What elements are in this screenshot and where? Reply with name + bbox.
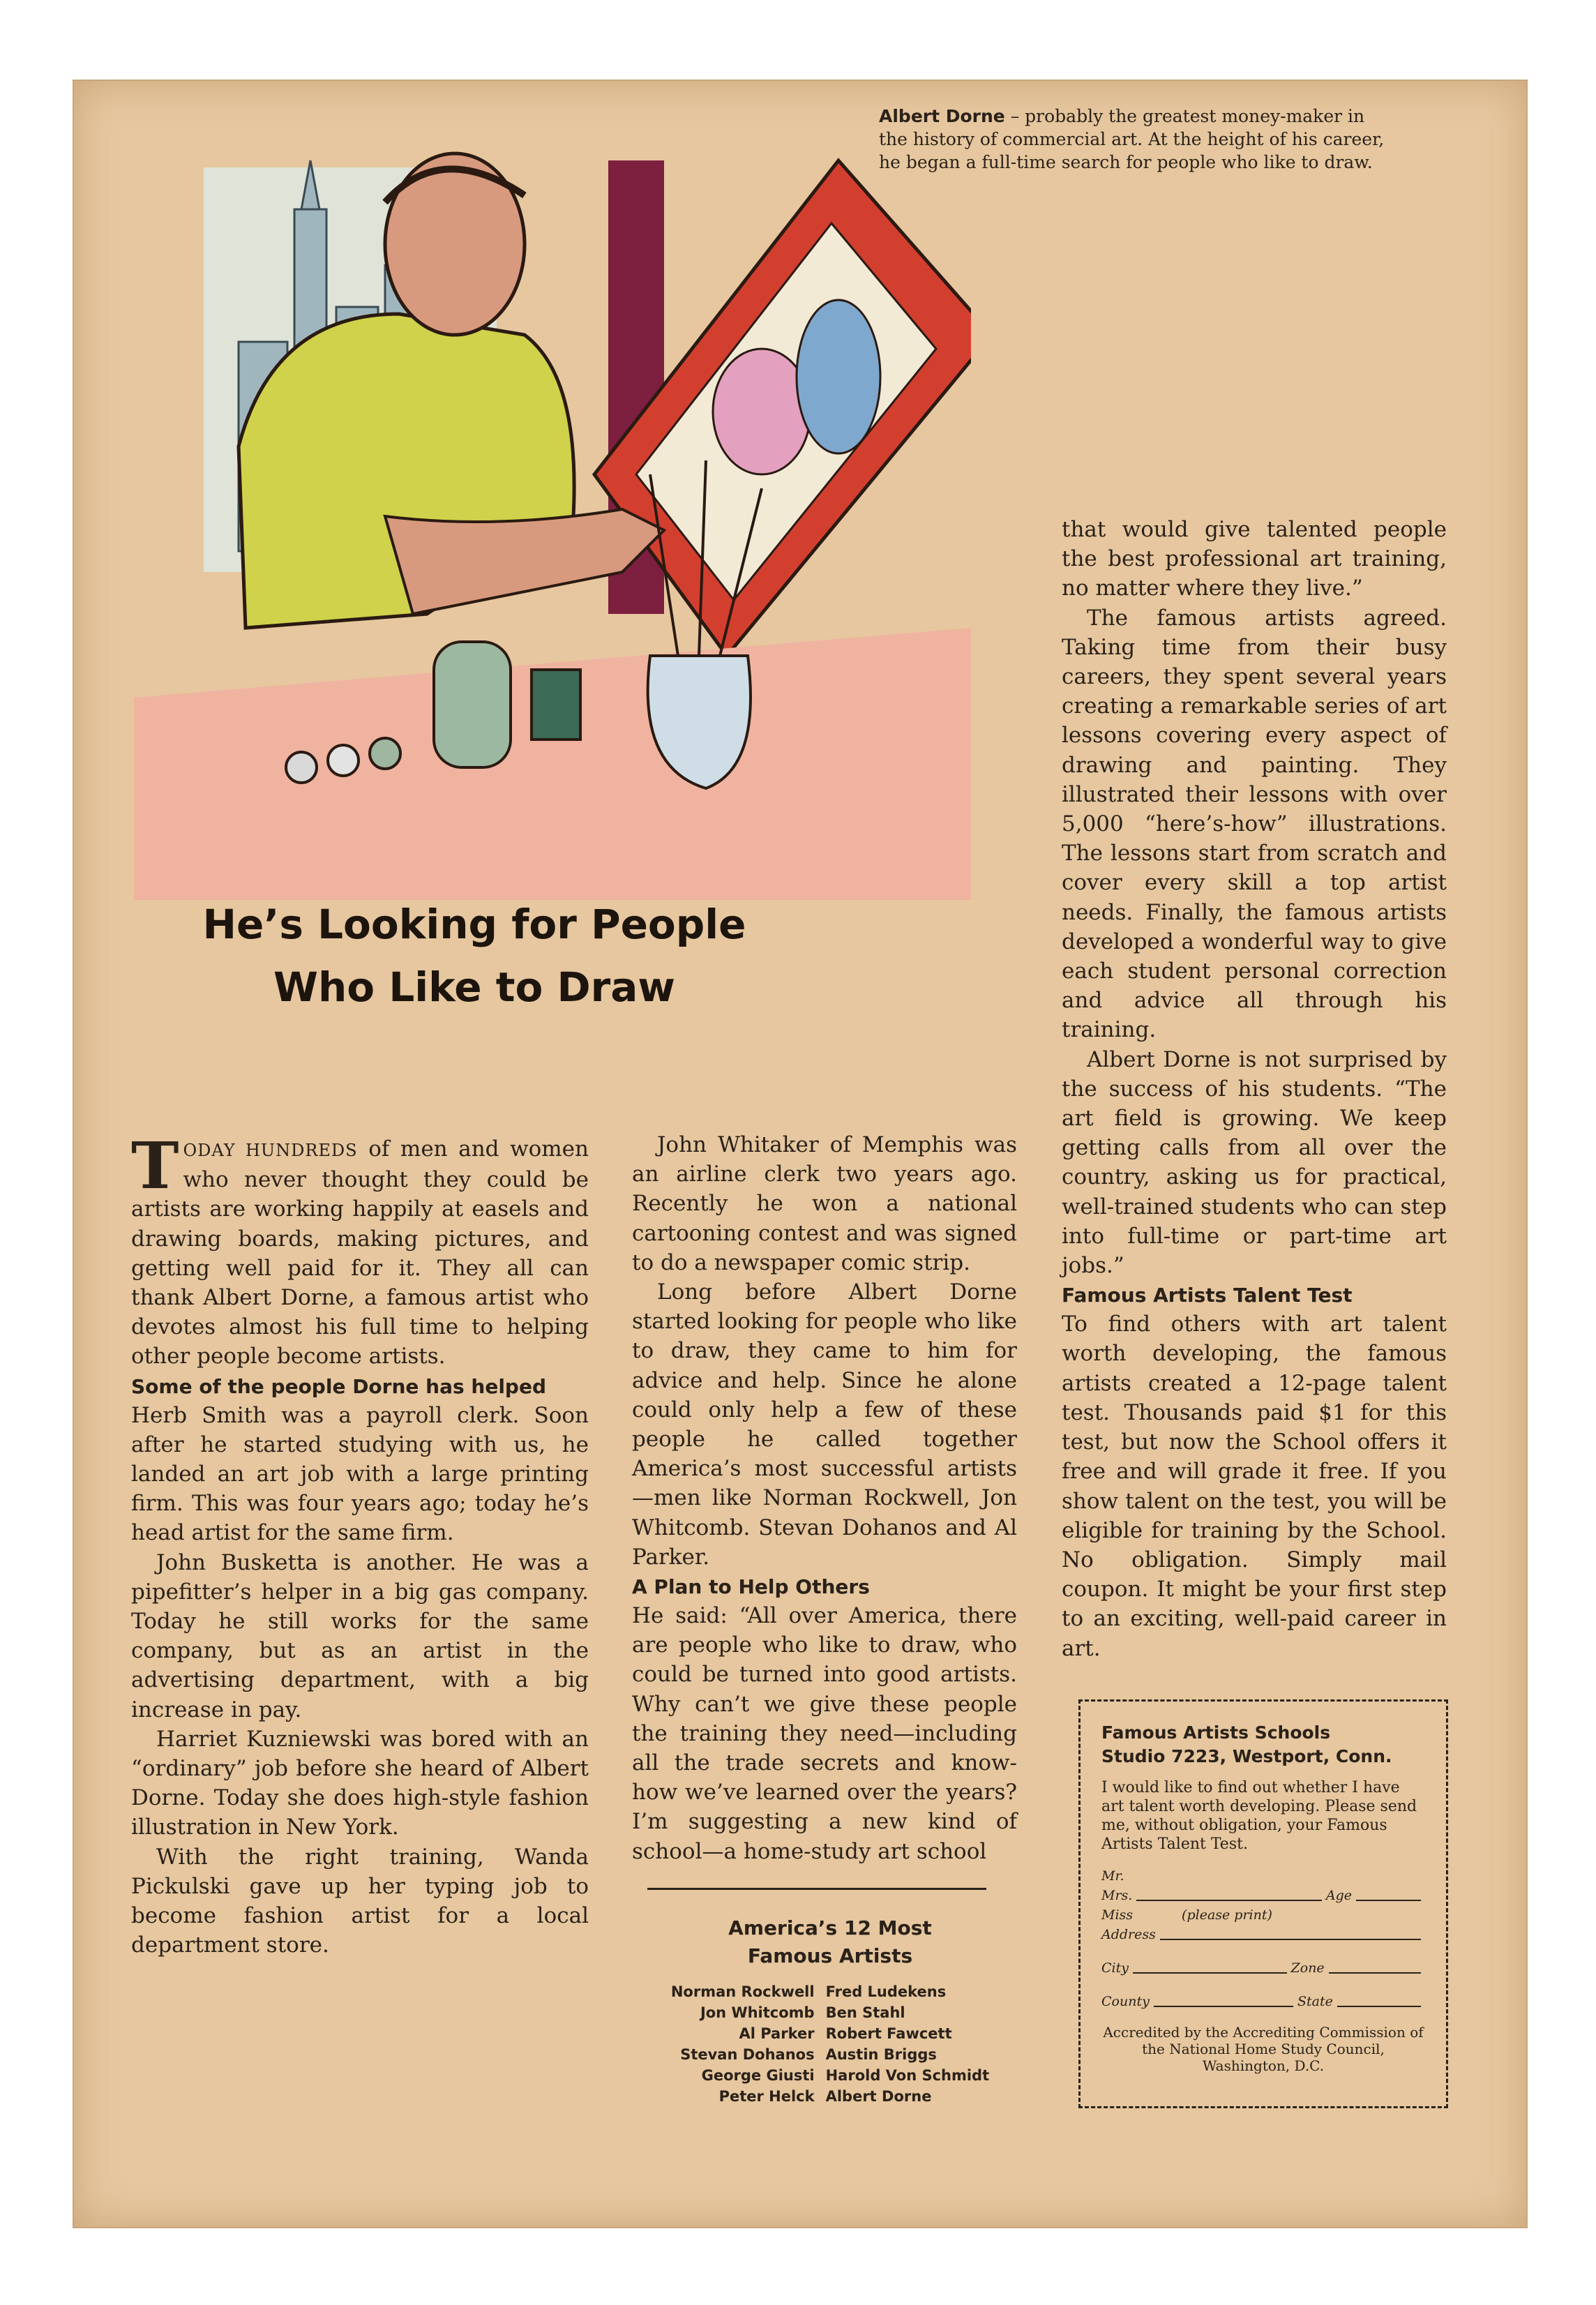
city-zone-field[interactable]	[1101, 1958, 1425, 1978]
paragraph-john-whitaker: John Whitaker of Memphis was an airline clerk two years ago. Recently he won a national cartooning contest and was signed to do a newspaper comic strip.	[632, 1132, 1017, 1275]
paragraph-long-before: Long before Albert Dorne started looking for people who like to draw, they came to him for advice and help. Since he alone could only help a few of these people he called together America’s most successful artists—men like Norman Rockwell, Jon Whitcomb. Stevan Dohanos and Al Parker.	[632, 1279, 1017, 1570]
small-caps-lead: ODAY HUNDREDS	[183, 1141, 358, 1160]
city-label: City	[1101, 1960, 1129, 1976]
artist-name: Fred Ludekens	[825, 1983, 947, 2000]
paragraph-talent-test: To find others with art talent worth developing, the famous artists created a 12-page talent test. Thousands paid $1 for this test, but now the School offers it free and will grade it free. If you show talent on the test, you will be eligible for training by the School. No obligation. Simply mail coupon. It might be your first step to an exciting, well-paid career in art.	[1062, 1312, 1447, 1661]
artist-name: Austin Briggs	[825, 2046, 937, 2063]
artist-name: Norman Rockwell	[670, 1983, 815, 2000]
artist-row	[665, 2002, 995, 2023]
artist-row	[665, 2023, 995, 2044]
headline-line-2: Who Like to Draw	[273, 963, 675, 1011]
miss-field[interactable]	[1101, 1905, 1425, 1925]
state-label: State	[1297, 1994, 1333, 2009]
artist-name: Robert Fawcett	[825, 2025, 952, 2042]
artist-name: Jon Whitcomb	[700, 2004, 815, 2021]
famous-artists-box	[628, 1914, 1032, 2107]
divider-rule	[647, 1888, 986, 1890]
column-2	[632, 1130, 1017, 1866]
paragraph-herb-smith: Herb Smith was a payroll clerk. Soon after he started studying with us, he landed an art job with a large printing firm. This was four years ago; today he’s head artist for the same firm.	[131, 1402, 589, 1546]
artist-name: George Giusti	[701, 2067, 815, 2084]
subheading-people-helped: Some of the people Dorne has helped	[131, 1374, 546, 1398]
artists-list	[665, 1981, 995, 2107]
column-1	[131, 1128, 589, 1960]
mr-label: Mr.	[1101, 1868, 1124, 1884]
artist-name: Peter Helck	[718, 2088, 815, 2105]
artist-name: Ben Stahl	[825, 2004, 905, 2021]
coupon-school: Famous Artists Schools	[1101, 1722, 1331, 1743]
paragraph-john-busketta: John Busketta is another. He was a pipefitter’s helper in a big gas company. Today he still works for the same company, but as an artist in the advertising department, with a big increase in pay.	[131, 1549, 589, 1722]
coupon-body: I would like to find out whether I have art talent worth developing. Please send me, without obligation, your Famous Artists Talent Test.	[1101, 1779, 1417, 1853]
artist-name: Albert Dorne	[825, 2088, 932, 2105]
accreditation-note: Accredited by the Accrediting Commission of the National Home Study Council, Washington, D.C.	[1103, 2024, 1424, 2074]
artist-name: Al Parker	[739, 2025, 815, 2042]
coupon-studio: Studio 7223, Westport, Conn.	[1101, 1746, 1392, 1766]
artists-title-1: America’s 12 Most	[728, 1916, 932, 1939]
headline	[167, 893, 781, 1019]
artist-row	[665, 1981, 995, 2002]
address-field[interactable]	[1101, 1925, 1425, 1944]
address-label: Address	[1101, 1927, 1156, 1942]
drop-cap: T	[131, 1128, 179, 1203]
artist-row	[665, 2086, 995, 2107]
subheading-talent-test: Famous Artists Talent Test	[1062, 1284, 1353, 1307]
artist-row	[665, 2044, 995, 2065]
caption-name: Albert Dorne	[879, 106, 1005, 126]
mail-coupon[interactable]	[1078, 1699, 1448, 2108]
mrs-age-field[interactable]	[1101, 1886, 1425, 1905]
intro-paragraph	[131, 1128, 589, 1372]
paragraph-artists-agreed: The famous artists agreed. Taking time from their busy careers, they spent several years creating a remarkable series of art lessons covering every aspect of drawing and painting. They illustrated their lessons with over 5,000 “here’s-how” illustrations. The lessons start from scratch and cover every skill a top artist needs. Finally, the famous artists developed a wonderful way to give each student personal correction and advice all through his training.	[1062, 605, 1447, 1043]
artist-name: Stevan Dohanos	[680, 2046, 815, 2063]
paragraph-continuation: that would give talented people the best professional art training, no matter where they live.”	[1062, 517, 1447, 601]
headline-line-1: He’s Looking for People	[202, 901, 746, 948]
mr-field[interactable]	[1101, 1866, 1425, 1886]
county-state-field[interactable]	[1101, 1992, 1425, 2011]
zone-label: Zone	[1290, 1960, 1325, 1976]
county-label: County	[1101, 1994, 1150, 2009]
column-3	[1062, 515, 1447, 1663]
caption-text: – probably the greatest money-maker in the history of commercial art. At the height of his career, he began a full-time search for people who like to draw.	[879, 106, 1385, 172]
albert-dorne-illustration	[134, 84, 971, 900]
miss-label: Miss	[1101, 1907, 1134, 1923]
artists-title-2: Famous Artists	[747, 1944, 913, 1967]
please-print-label: (please print)	[1182, 1907, 1272, 1923]
subheading-plan: A Plan to Help Others	[632, 1575, 870, 1599]
artist-row	[665, 2065, 995, 2086]
age-label: Age	[1325, 1888, 1353, 1903]
paragraph-he-said: He said: “All over America, there are people who like to draw, who could be turned into good artists. Why can’t we give these people the training they need—including all the trade secrets and know-how we’ve learned over the years? I’m suggesting a new kind of school—a home-study art school	[632, 1603, 1017, 1864]
paragraph-dorne-not-surprised: Albert Dorne is not surprised by the success of his students. “The art field is growing. We keep getting calls from all over the country, asking us for practical, well-trained students who can step into full-time or part-time art jobs.”	[1062, 1046, 1447, 1279]
paragraph-wanda-pickulski: With the right training, Wanda Pickulski gave up her typing job to become fashion artist for a local department store.	[131, 1844, 589, 1958]
illustration-caption	[879, 105, 1388, 174]
intro-text: of men and women who never thought they could be artists are working happily at easels and drawing boards, making pictures, and getting well paid for it. They all can thank Albert Dorne, a famous artist who devotes almost his full time to helping other people become artists.	[131, 1136, 589, 1369]
paragraph-harriet-kuzniewski: Harriet Kuzniewski was bored with an “ordinary” job before she heard of Albert Dorne. Today she does high-style fashion illustration in New York.	[131, 1726, 589, 1840]
artist-name: Harold Von Schmidt	[825, 2067, 990, 2084]
mrs-label: Mrs.	[1101, 1888, 1133, 1903]
